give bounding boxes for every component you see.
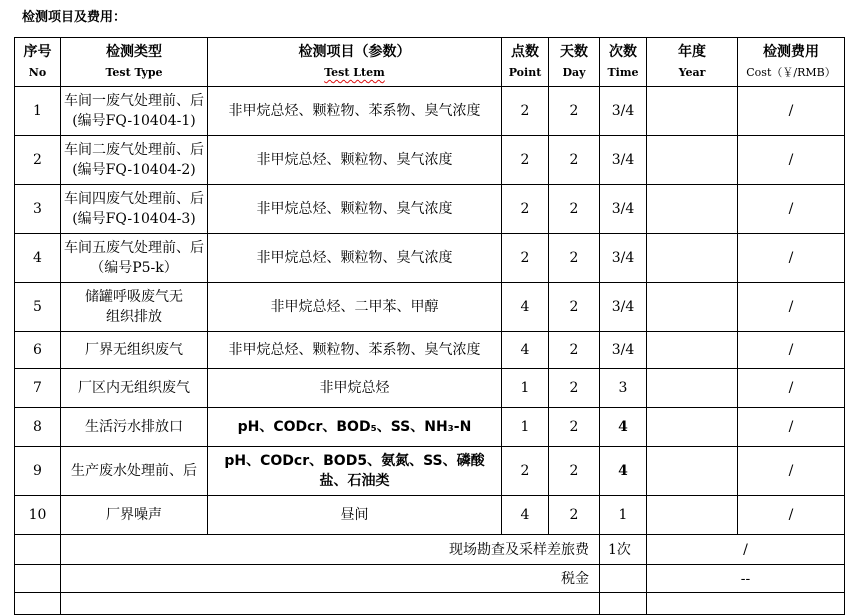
cell-day: 2 bbox=[549, 332, 600, 369]
cell-test-type: 车间一废气处理前、后(编号FQ-10404-1) bbox=[61, 87, 208, 136]
cell-point: 1 bbox=[502, 369, 549, 408]
fee-label: 税金 bbox=[61, 565, 600, 593]
fee-value: -- bbox=[647, 565, 845, 593]
cell-day: 2 bbox=[549, 408, 600, 447]
fee-row-total bbox=[15, 593, 845, 615]
cell-year bbox=[647, 408, 738, 447]
cell-no: 9 bbox=[15, 447, 61, 496]
cell-no: 8 bbox=[15, 408, 61, 447]
fee-row-travel bbox=[15, 535, 845, 565]
cell-cost: / bbox=[738, 136, 845, 185]
cell-test-item: pH、CODcr、BOD₅、SS、NH₃-N bbox=[208, 408, 502, 447]
header-test-item: 检测项目（参数） Test Ltem bbox=[208, 38, 502, 87]
cell-time: 3/4 bbox=[600, 234, 647, 283]
fee-blank bbox=[15, 565, 61, 593]
table-row bbox=[15, 447, 845, 496]
cell-point: 2 bbox=[502, 234, 549, 283]
cell-cost: / bbox=[738, 496, 845, 535]
cell-day: 2 bbox=[549, 283, 600, 332]
cell-point: 2 bbox=[502, 447, 549, 496]
cell-point: 4 bbox=[502, 283, 549, 332]
table-row bbox=[15, 185, 845, 234]
cell-cost: / bbox=[738, 185, 845, 234]
cell-point: 4 bbox=[502, 332, 549, 369]
table-row bbox=[15, 369, 845, 408]
cell-year bbox=[647, 447, 738, 496]
cell-no: 1 bbox=[15, 87, 61, 136]
table-header-row bbox=[15, 38, 845, 87]
cell-time: 4 bbox=[600, 408, 647, 447]
header-cost: 检测费用 Cost（￥/RMB） bbox=[738, 38, 845, 87]
cell-test-type: 生产废水处理前、后 bbox=[61, 447, 208, 496]
header-day: 天数 Day bbox=[549, 38, 600, 87]
cell-cost: / bbox=[738, 408, 845, 447]
cell-year bbox=[647, 87, 738, 136]
cell-test-item: 非甲烷总烃、颗粒物、臭气浓度 bbox=[208, 234, 502, 283]
cell-day: 2 bbox=[549, 369, 600, 408]
cell-time: 3/4 bbox=[600, 283, 647, 332]
cell-year bbox=[647, 369, 738, 408]
cell-test-item: 非甲烷总烃、颗粒物、苯系物、臭气浓度 bbox=[208, 332, 502, 369]
cell-test-type: 生活污水排放口 bbox=[61, 408, 208, 447]
cell-test-item: 非甲烷总烃、颗粒物、臭气浓度 bbox=[208, 185, 502, 234]
cell-point: 2 bbox=[502, 185, 549, 234]
header-point: 点数 Point bbox=[502, 38, 549, 87]
fee-label bbox=[61, 593, 600, 615]
cell-year bbox=[647, 234, 738, 283]
table-row bbox=[15, 87, 845, 136]
fee-label: 现场勘查及采样差旅费 bbox=[61, 535, 600, 565]
fee-qty bbox=[600, 565, 647, 593]
cell-time: 3/4 bbox=[600, 87, 647, 136]
cell-year bbox=[647, 496, 738, 535]
cell-no: 7 bbox=[15, 369, 61, 408]
table-row bbox=[15, 496, 845, 535]
cell-point: 2 bbox=[502, 136, 549, 185]
fee-table bbox=[14, 37, 845, 615]
cell-day: 2 bbox=[549, 136, 600, 185]
cell-cost: / bbox=[738, 332, 845, 369]
fee-qty: 1次 bbox=[600, 535, 647, 565]
fee-blank bbox=[15, 593, 61, 615]
cell-point: 1 bbox=[502, 408, 549, 447]
cell-no: 5 bbox=[15, 283, 61, 332]
cell-no: 6 bbox=[15, 332, 61, 369]
fee-value: / bbox=[647, 535, 845, 565]
cell-test-type: 车间五废气处理前、后（编号P5-k） bbox=[61, 234, 208, 283]
table-row bbox=[15, 283, 845, 332]
cell-cost: / bbox=[738, 447, 845, 496]
cell-test-item: 非甲烷总烃、二甲苯、甲醇 bbox=[208, 283, 502, 332]
cell-time: 3 bbox=[600, 369, 647, 408]
cell-time: 3/4 bbox=[600, 185, 647, 234]
cell-cost: / bbox=[738, 87, 845, 136]
cell-test-item: 非甲烷总烃、颗粒物、苯系物、臭气浓度 bbox=[208, 87, 502, 136]
cell-test-type: 厂界噪声 bbox=[61, 496, 208, 535]
cell-test-type: 车间四废气处理前、后(编号FQ-10404-3) bbox=[61, 185, 208, 234]
cell-test-item: 昼间 bbox=[208, 496, 502, 535]
cell-test-type: 厂界无组织废气 bbox=[61, 332, 208, 369]
cell-time: 3/4 bbox=[600, 332, 647, 369]
fee-qty bbox=[600, 593, 647, 615]
cell-year bbox=[647, 136, 738, 185]
cell-cost: / bbox=[738, 369, 845, 408]
cell-day: 2 bbox=[549, 496, 600, 535]
cell-year bbox=[647, 283, 738, 332]
cell-time: 4 bbox=[600, 447, 647, 496]
table-row bbox=[15, 136, 845, 185]
table-row bbox=[15, 234, 845, 283]
fee-row-tax bbox=[15, 565, 845, 593]
cell-day: 2 bbox=[549, 234, 600, 283]
cell-year bbox=[647, 332, 738, 369]
cell-point: 2 bbox=[502, 87, 549, 136]
cell-no: 3 bbox=[15, 185, 61, 234]
cell-test-item: 非甲烷总烃、颗粒物、臭气浓度 bbox=[208, 136, 502, 185]
fee-blank bbox=[15, 535, 61, 565]
header-test-type: 检测类型 Test Type bbox=[61, 38, 208, 87]
cell-time: 1 bbox=[600, 496, 647, 535]
header-year: 年度 Year bbox=[647, 38, 738, 87]
cell-day: 2 bbox=[549, 185, 600, 234]
cell-no: 2 bbox=[15, 136, 61, 185]
cell-cost: / bbox=[738, 234, 845, 283]
cell-test-item: pH、CODcr、BOD5、氨氮、SS、磷酸盐、石油类 bbox=[208, 447, 502, 496]
cell-year bbox=[647, 185, 738, 234]
cell-cost: / bbox=[738, 283, 845, 332]
cell-no: 4 bbox=[15, 234, 61, 283]
cell-day: 2 bbox=[549, 87, 600, 136]
table-row bbox=[15, 332, 845, 369]
cell-no: 10 bbox=[15, 496, 61, 535]
header-time: 次数 Time bbox=[600, 38, 647, 87]
cell-point: 4 bbox=[502, 496, 549, 535]
cell-test-type: 储罐呼吸废气无组织排放 bbox=[61, 283, 208, 332]
cell-test-type: 厂区内无组织废气 bbox=[61, 369, 208, 408]
cell-test-type: 车间二废气处理前、后(编号FQ-10404-2) bbox=[61, 136, 208, 185]
table-row bbox=[15, 408, 845, 447]
cell-test-item: 非甲烷总烃 bbox=[208, 369, 502, 408]
cell-day: 2 bbox=[549, 447, 600, 496]
section-heading: 检测项目及费用： bbox=[22, 10, 127, 25]
cell-time: 3/4 bbox=[600, 136, 647, 185]
header-no: 序号 No bbox=[15, 38, 61, 87]
fee-value bbox=[647, 593, 845, 615]
